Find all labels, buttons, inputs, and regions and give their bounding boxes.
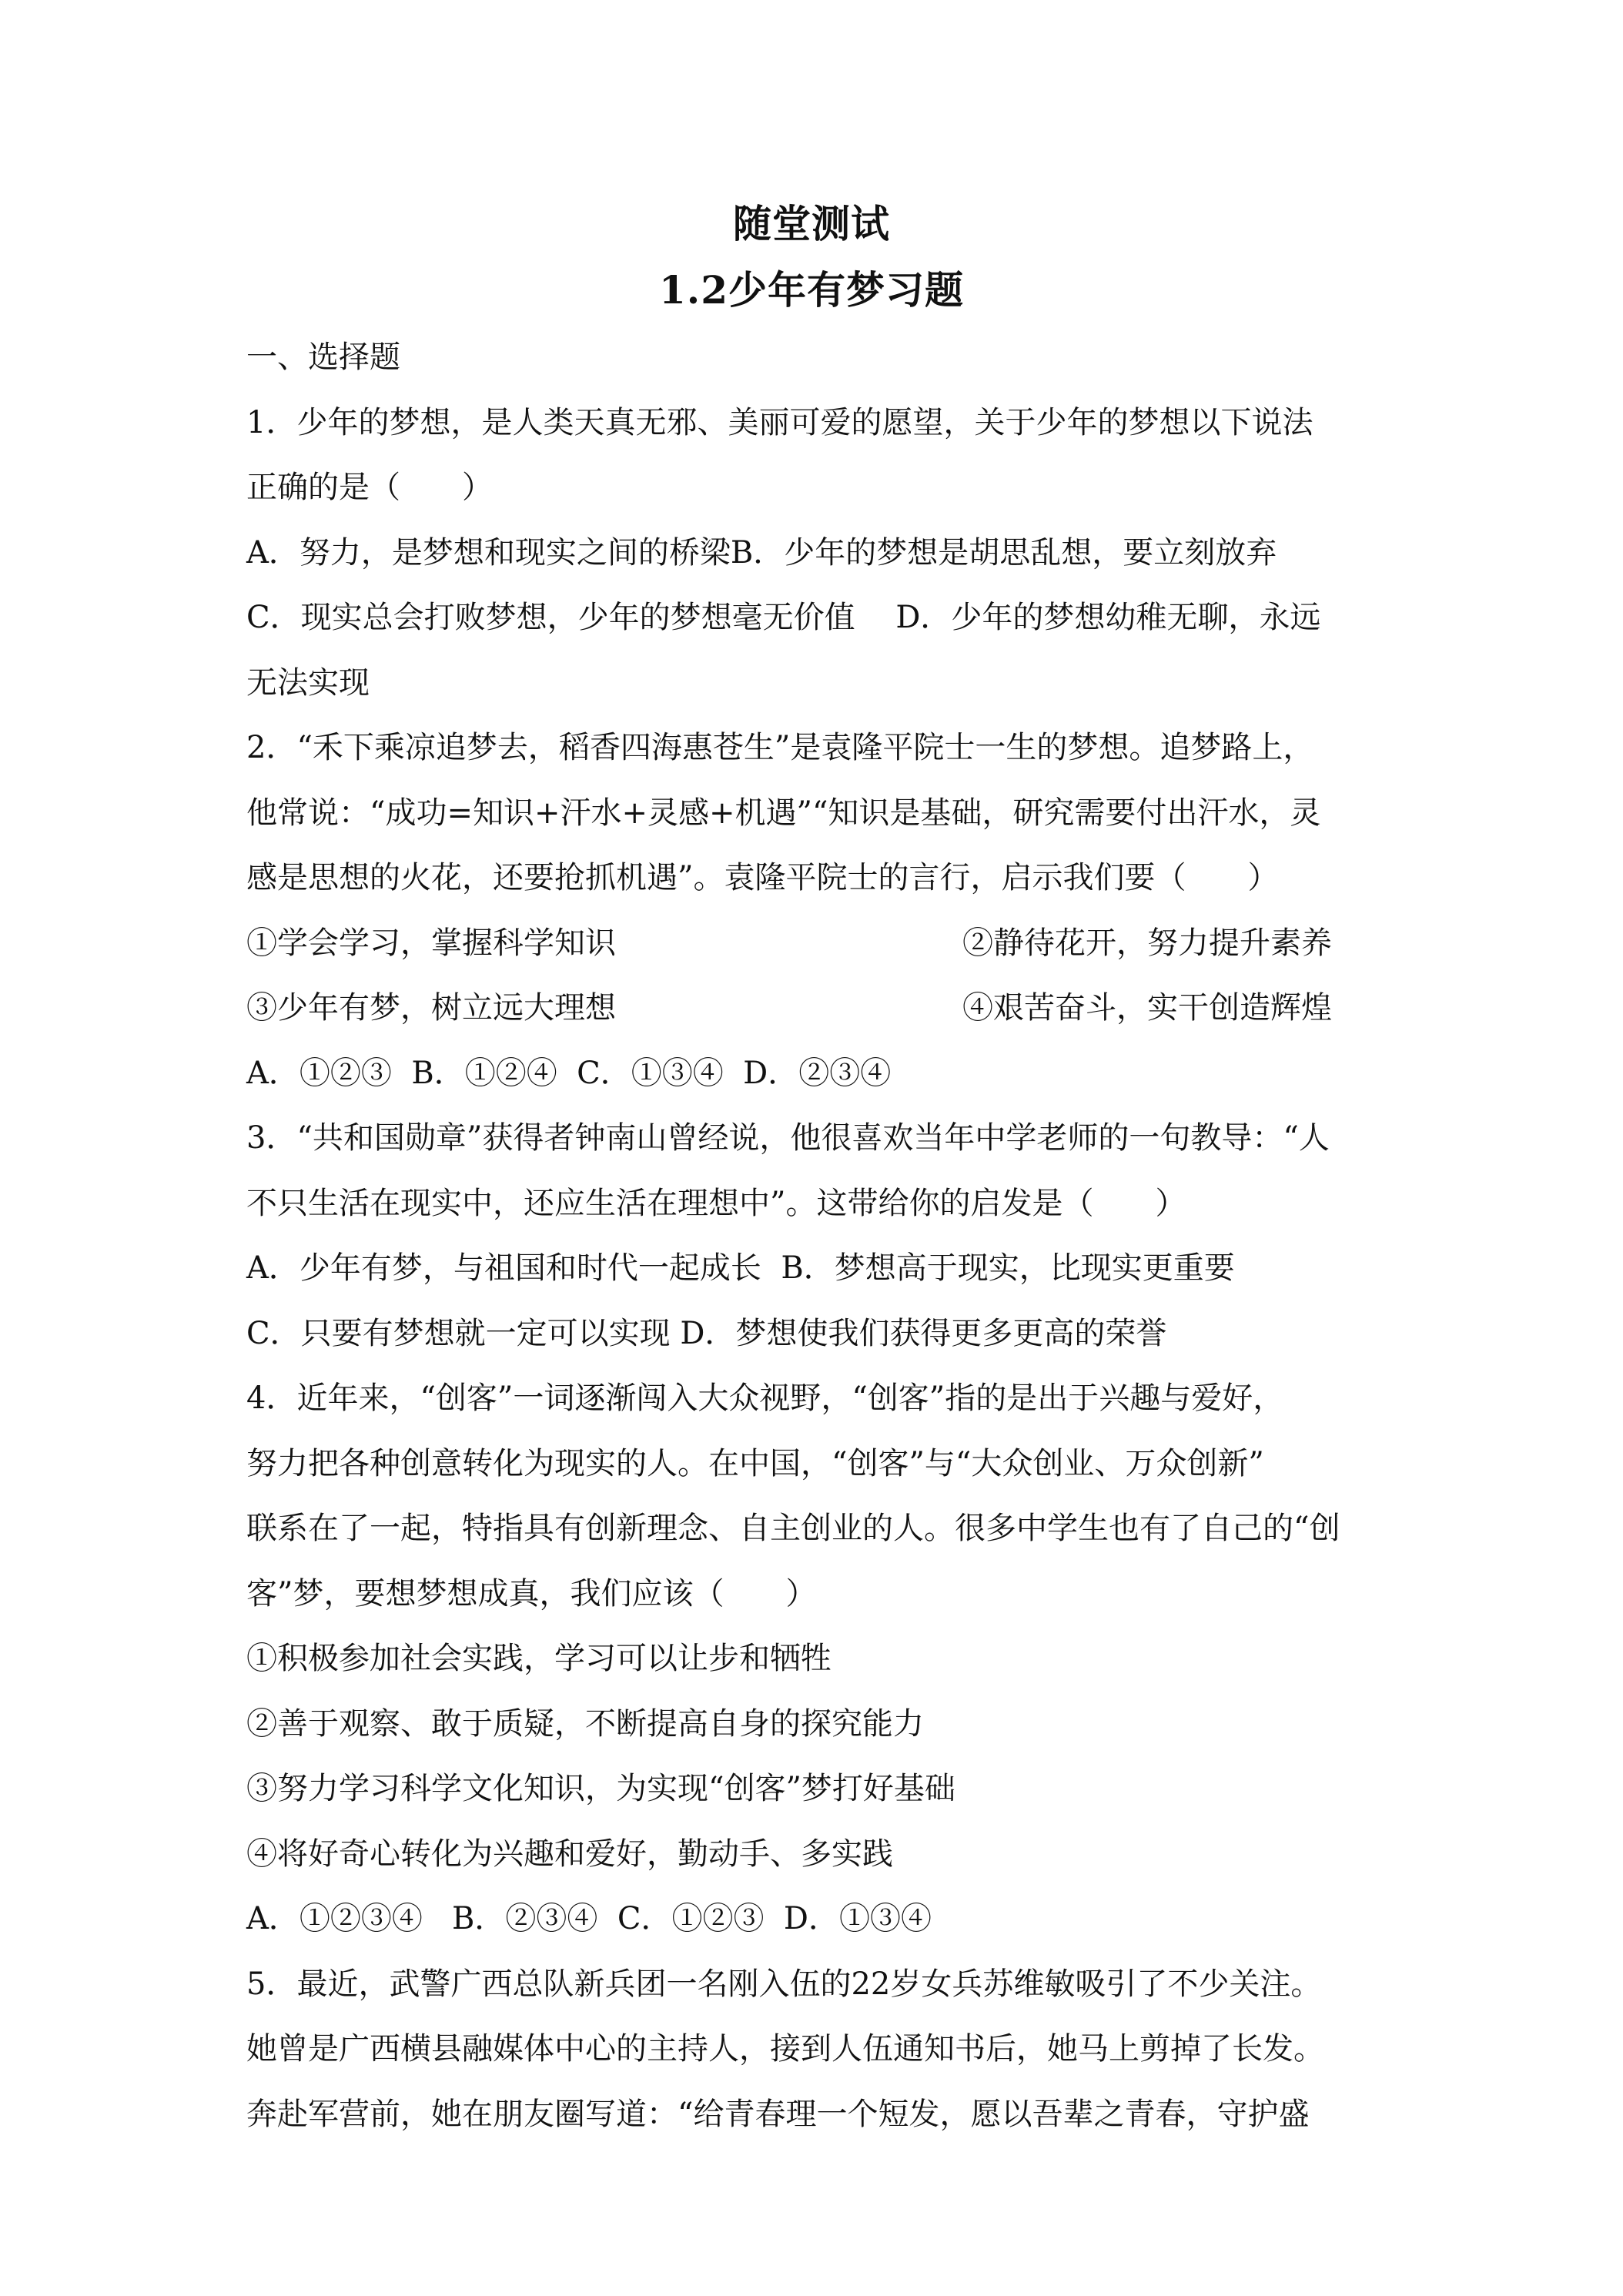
q4-item: ①积极参加社会实践，学习可以让步和牺牲 <box>246 1641 832 1676</box>
q4-options-line: A．①②③④ B．②③④ C．①②③ D．①③④ <box>246 1901 932 1936</box>
q5-stem-line: 奔赴军营前，她在朋友圈写道：“给青春理一个短发，愿以吾辈之青春，守护盛 <box>246 2096 1310 2132</box>
q1-options-line: C．现实总会打败梦想，少年的梦想毫无价值 D．少年的梦想幼稚无聊，永远 <box>246 600 1321 635</box>
q1-stem-line: 1．少年的梦想，是人类天真无邪、美丽可爱的愿望，关于少年的梦想以下说法 <box>246 404 1313 440</box>
q5-stem-line: 5．最近，武警广西总队新兵团一名刚入伍的22岁女兵苏维敏吸引了不少关注。 <box>246 1966 1322 2002</box>
q2-item: ①学会学习，掌握科学知识 <box>246 925 616 961</box>
q1-options-line: 无法实现 <box>246 664 370 701</box>
q3-stem-line: 3．“共和国勋章”获得者钟南山曾经说，他很喜欢当年中学老师的一句教导：“人 <box>246 1120 1330 1156</box>
q4-item: ②善于观察、敢于质疑，不断提高自身的探究能力 <box>246 1705 924 1742</box>
q3-options-line: A．少年有梦，与祖国和时代一起成长 B．梦想高于现实，比现实更重要 <box>246 1250 1235 1286</box>
q4-stem-line: 客”梦，要想梦想成真，我们应该（ ） <box>246 1575 817 1612</box>
q2-items-row <box>246 911 1382 976</box>
q2-item: ③少年有梦，树立远大理想 <box>246 990 616 1026</box>
q4-stem-line: 4．近年来，“创客”一词逐渐闯入大众视野，“创客”指的是出于兴趣与爱好， <box>246 1381 1284 1416</box>
q4-item: ③努力学习科学文化知识，为实现“创客”梦打好基础 <box>246 1771 955 1806</box>
q4-stem-line: 努力把各种创意转化为现实的人。在中国，“创客”与“大众创业、万众创新” <box>246 1445 1264 1481</box>
title-block <box>0 191 1623 323</box>
q1-stem-line: 正确的是（ ） <box>246 470 493 505</box>
q2-item: ②静待花开，努力提升素养 <box>962 925 1332 961</box>
q4-stem-line: 联系在了一起，特指具有创新理念、自主创业的人。很多中学生也有了自己的“创 <box>246 1511 1340 1546</box>
section-heading: 一、选择题 <box>246 340 400 375</box>
q2-item: ④艰苦奋斗，实干创造辉煌 <box>962 990 1332 1026</box>
q2-options-line: A．①②③ B．①②④ C．①③④ D．②③④ <box>246 1055 892 1091</box>
q2-stem-line: 他常说：“成功=知识+汗水+灵感+机遇”“知识是基础，研究需要付出汗水，灵 <box>246 795 1321 831</box>
q3-stem-line: 不只生活在现实中，还应生活在理想中”。这带给你的启发是（ ） <box>246 1185 1186 1221</box>
q2-stem-line: 感是思想的火花，还要抢抓机遇”。袁隆平院士的言行，启示我们要（ ） <box>246 860 1279 895</box>
q3-options-line: C．只要有梦想就一定可以实现 D．梦想使我们获得更多更高的荣誉 <box>246 1315 1167 1351</box>
q2-items-row <box>246 976 1382 1041</box>
q2-stem-line: 2．“禾下乘凉追梦去，稻香四海惠苍生”是袁隆平院士一生的梦想。追梦路上， <box>246 730 1314 765</box>
page-title: 随堂测试 <box>733 201 890 246</box>
q4-item: ④将好奇心转化为兴趣和爱好，勤动手、多实践 <box>246 1836 893 1872</box>
page-subtitle: 1.2少年有梦习题 <box>659 267 964 313</box>
document-body <box>246 325 1382 2147</box>
q5-stem-line: 她曾是广西横县融媒体中心的主持人，接到人伍通知书后，她马上剪掉了长发。 <box>246 2031 1324 2067</box>
q1-options-line: A．努力，是梦想和现实之间的桥梁B．少年的梦想是胡思乱想，要立刻放弃 <box>246 534 1277 571</box>
